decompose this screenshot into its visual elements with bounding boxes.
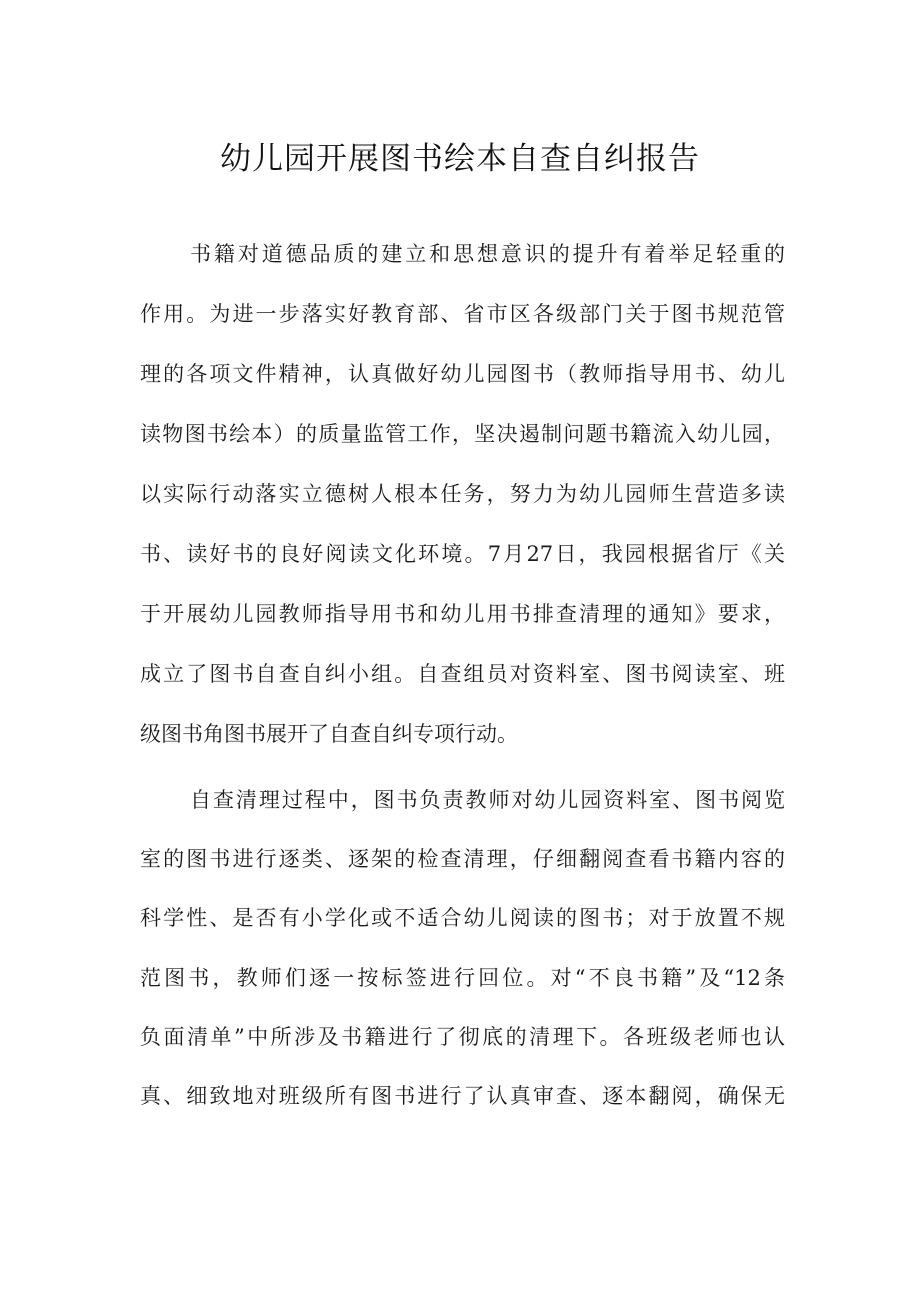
paragraph-line: 室的图书进行逐类、逐架的检查清理，仔细翻阅查看书籍内容的 xyxy=(140,847,785,871)
paragraph-line: 读物图书绘本）的质量监管工作，坚决遏制问题书籍流入幼儿园， xyxy=(140,422,785,446)
paragraph-line: 书、读好书的良好阅读文化环境。7月27日，我园根据省厅《关 xyxy=(140,542,785,566)
paragraph-line: 真、细致地对班级所有图书进行了认真审查、逐本翻阅，确保无 xyxy=(140,1084,785,1108)
paragraph-line: 理的各项文件精神，认真做好幼儿园图书（教师指导用书、幼儿 xyxy=(140,362,785,386)
paragraph-line: 科学性、是否有小学化或不适合幼儿阅读的图书；对于放置不规 xyxy=(140,906,785,930)
paragraph-line: 负面清单”中所涉及书籍进行了彻底的清理下。各班级老师也认 xyxy=(140,1025,785,1049)
paragraph-line: 作用。为进一步落实好教育部、省市区各级部门关于图书规范管 xyxy=(140,302,785,326)
paragraph-line: 级图书角图书展开了自查自纠专项行动。 xyxy=(140,722,518,746)
paragraph-line: 成立了图书自查自纠小组。自查组员对资料室、图书阅读室、班 xyxy=(140,662,785,686)
paragraph-line: 以实际行动落实立德树人根本任务，努力为幼儿园师生营造多读 xyxy=(140,482,785,506)
paragraph-line: 范图书，教师们逐一按标签进行回位。对“不良书籍”及“12条 xyxy=(140,966,785,990)
paragraph-line: 自查清理过程中，图书负责教师对幼儿园资料室、图书阅览 xyxy=(190,788,785,812)
paragraph-line: 书籍对道德品质的建立和思想意识的提升有着举足轻重的 xyxy=(190,242,785,266)
paragraph-line: 于开展幼儿园教师指导用书和幼儿用书排查清理的通知》要求， xyxy=(140,602,785,626)
document-title: 幼儿园开展图书绘本自查自纠报告 xyxy=(220,141,700,177)
